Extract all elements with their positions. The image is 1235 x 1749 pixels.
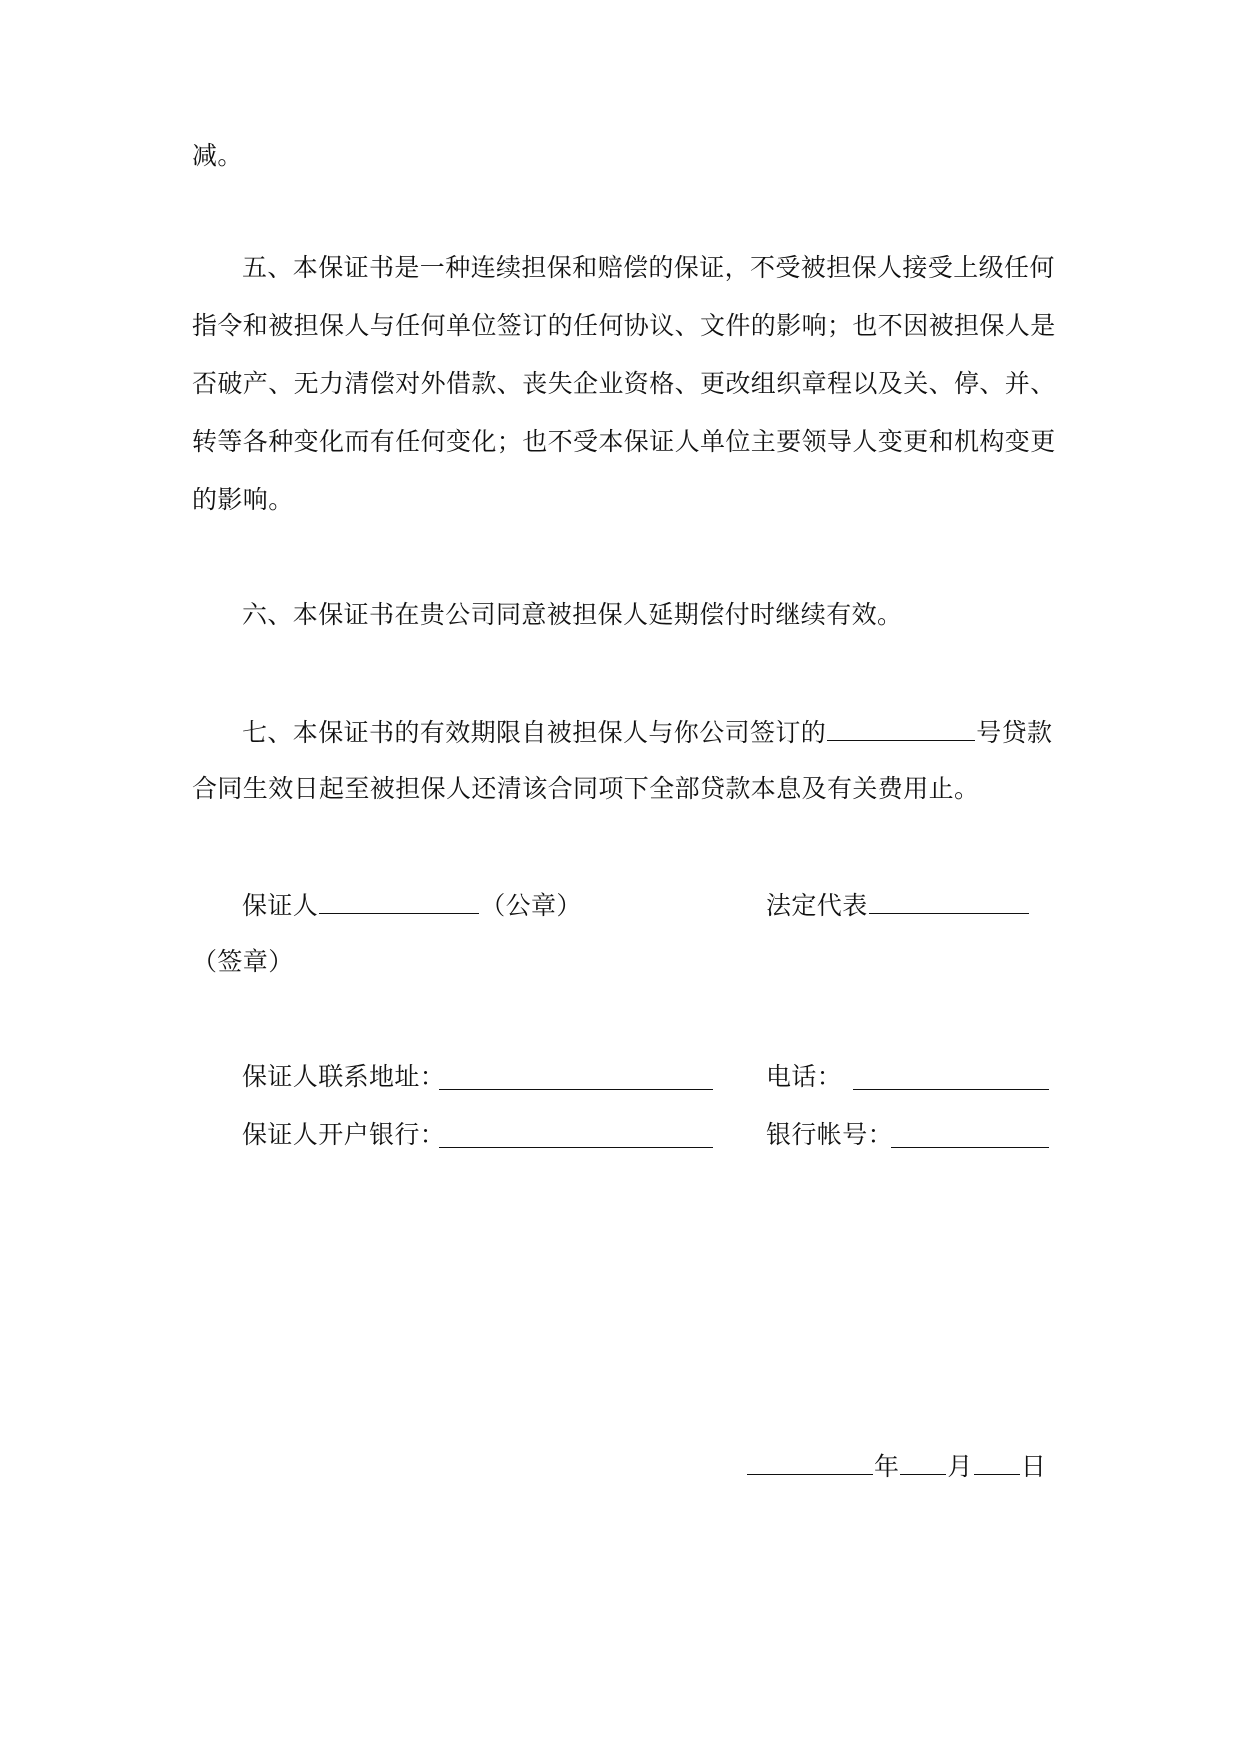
clause7-line1 <box>242 715 1052 749</box>
account-blank[interactable] <box>891 1122 1049 1148</box>
month-blank[interactable] <box>900 1449 946 1475</box>
sign-seal-label: （签章） <box>192 947 294 976</box>
clause6: 六、本保证书在贵公司同意被担保人延期偿付时继续有效。 <box>242 600 903 629</box>
clause4-tail: 减。 <box>192 141 243 170</box>
guarantor-blank[interactable] <box>319 888 479 914</box>
seal-label: （公章） <box>480 891 582 920</box>
clause7-suffix: 号贷款 <box>976 718 1053 747</box>
day-label: 日 <box>1020 1452 1047 1481</box>
address-label: 保证人联系地址： <box>242 1062 446 1091</box>
clause5-line3: 否破产、无力清偿对外借款、丧失企业资格、更改组织章程以及关、停、并、 <box>192 369 1056 398</box>
legal-rep-row <box>766 888 1030 922</box>
legal-rep-label: 法定代表 <box>766 891 868 920</box>
clause5-line1: 五、本保证书是一种连续担保和赔偿的保证，不受被担保人接受上级任何 <box>242 253 1055 282</box>
clause7-line2: 合同生效日起至被担保人还清该合同项下全部贷款本息及有关费用止。 <box>192 774 980 803</box>
address-blank[interactable] <box>439 1064 713 1090</box>
clause5-line2: 指令和被担保人与任何单位签订的任何协议、文件的影响；也不因被担保人是 <box>192 311 1056 340</box>
account-label: 银行帐号： <box>766 1120 894 1149</box>
bank-label: 保证人开户银行： <box>242 1120 446 1149</box>
loan-number-blank[interactable] <box>827 715 975 741</box>
clause7-prefix: 七、本保证书的有效期限自被担保人与你公司签订的 <box>242 718 827 747</box>
year-label: 年 <box>874 1452 900 1481</box>
phone-blank[interactable] <box>853 1064 1049 1090</box>
clause5-line5: 的影响。 <box>192 485 294 514</box>
clause5-line4: 转等各种变化而有任何变化；也不受本保证人单位主要领导人变更和机构变更 <box>192 427 1056 456</box>
phone-label: 电话： <box>766 1062 843 1091</box>
month-label: 月 <box>947 1452 973 1481</box>
day-blank[interactable] <box>974 1449 1020 1475</box>
date-row <box>746 1449 1046 1483</box>
guarantor-row <box>242 888 582 922</box>
guarantor-label: 保证人 <box>242 891 319 920</box>
legal-rep-blank[interactable] <box>869 888 1029 914</box>
bank-blank[interactable] <box>439 1122 713 1148</box>
year-blank[interactable] <box>747 1449 873 1475</box>
